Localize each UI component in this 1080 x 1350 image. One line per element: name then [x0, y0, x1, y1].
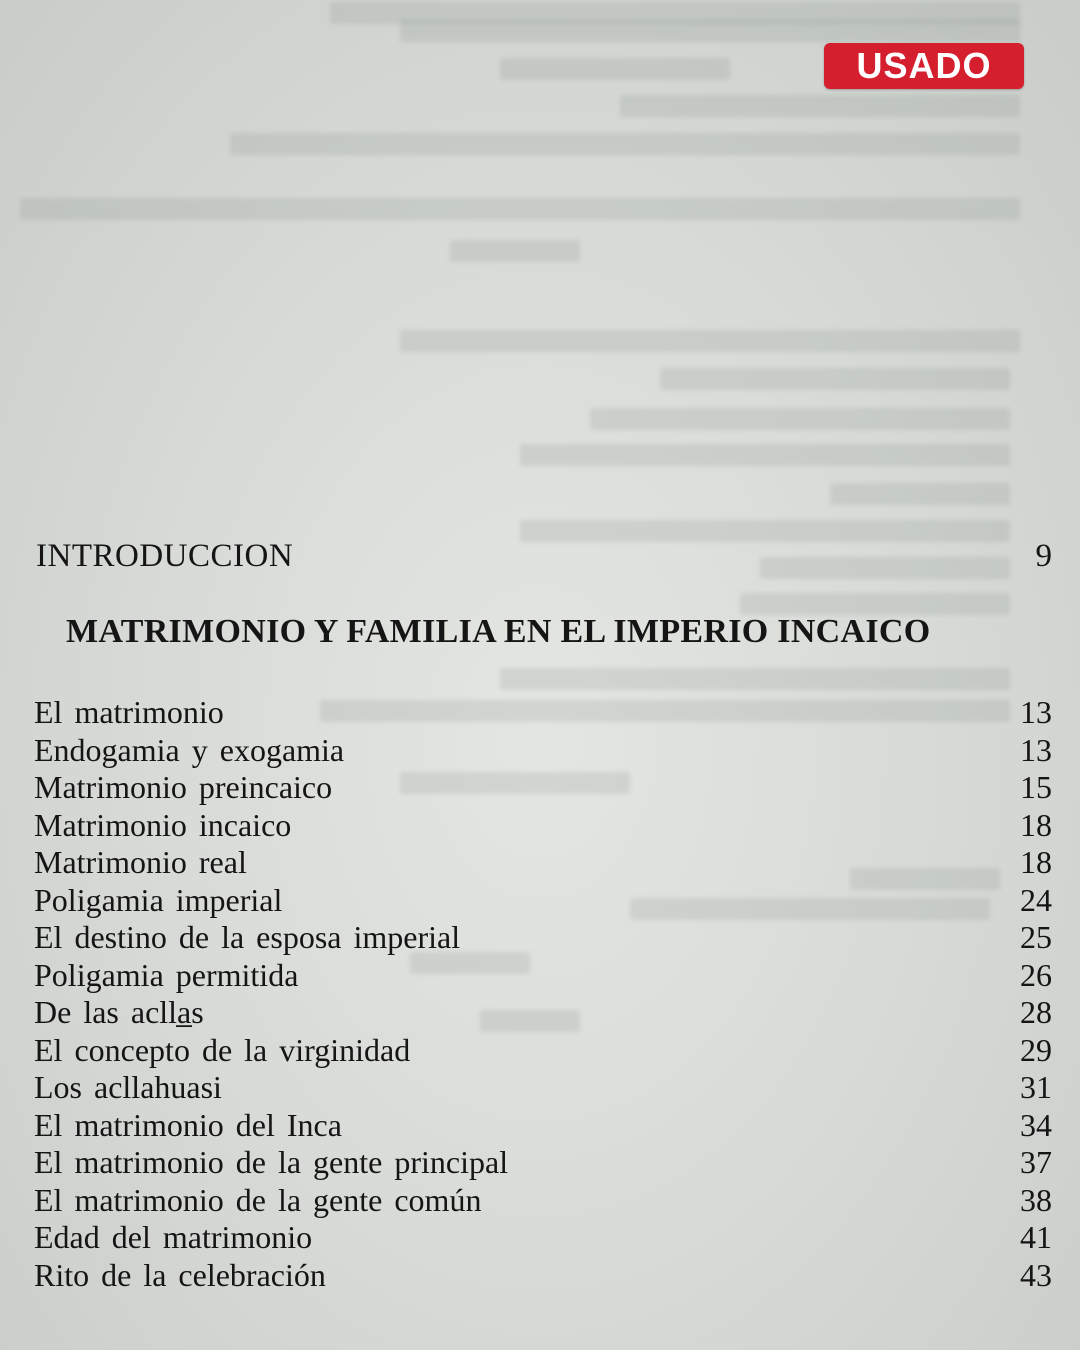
toc-entry-title: El destino de la esposa imperial [34, 919, 461, 955]
toc-entry [34, 1219, 1052, 1257]
table-of-contents [34, 694, 1052, 1294]
toc-entry [34, 694, 1052, 732]
introduction-page-number: 9 [1035, 538, 1052, 574]
toc-entry-title: Matrimonio preincaico [34, 769, 333, 805]
toc-entry [34, 1069, 1052, 1107]
toc-entry-title: Poligamia imperial [34, 881, 283, 918]
toc-entry-page-number: 41 [1020, 1219, 1052, 1255]
used-badge: USADO [824, 43, 1024, 89]
toc-entry-page-number: 37 [1020, 1144, 1052, 1180]
toc-entry-title: El matrimonio del Inca [34, 1106, 342, 1143]
toc-entry-page-number: 43 [1020, 1256, 1052, 1293]
toc-entry [34, 732, 1052, 770]
toc-entry-title: Matrimonio real [34, 844, 247, 880]
toc-entry-page-number: 24 [1020, 881, 1052, 918]
toc-entry-page-number: 29 [1020, 1031, 1052, 1068]
toc-entry [34, 1107, 1052, 1145]
toc-entry-page-number: 28 [1020, 994, 1052, 1030]
toc-introduction-row [36, 536, 1052, 576]
introduction-title: INTRODUCCION [36, 538, 294, 574]
toc-entry-title: Rito de la celebración [34, 1256, 326, 1293]
toc-entry-page-number: 31 [1020, 1069, 1052, 1105]
toc-entry-title: Matrimonio incaico [34, 806, 292, 843]
toc-entry [34, 957, 1052, 995]
toc-entry-title: De las aclla̲s [34, 994, 204, 1030]
toc-entry-page-number: 13 [1020, 694, 1052, 730]
toc-entry-page-number: 18 [1020, 806, 1052, 843]
toc-entry-title: Poligamia permitida [34, 956, 299, 993]
toc-entry-page-number: 26 [1020, 956, 1052, 993]
toc-entry-page-number: 15 [1020, 769, 1052, 805]
toc-entry [34, 1032, 1052, 1070]
toc-entry-title: Edad del matrimonio [34, 1219, 313, 1255]
toc-entry [34, 769, 1052, 807]
toc-entry-title: El matrimonio de la gente principal [34, 1144, 509, 1180]
toc-entry-title: El matrimonio de la gente común [34, 1181, 482, 1218]
toc-entry [34, 919, 1052, 957]
toc-entry [34, 844, 1052, 882]
toc-entry [34, 994, 1052, 1032]
toc-entry [34, 882, 1052, 920]
toc-entry-page-number: 38 [1020, 1181, 1052, 1218]
toc-entry-title: El concepto de la virginidad [34, 1031, 411, 1068]
toc-entry [34, 1257, 1052, 1295]
toc-entry [34, 1144, 1052, 1182]
toc-entry-page-number: 34 [1020, 1106, 1052, 1143]
section-heading: MATRIMONIO Y FAMILIA EN EL IMPERIO INCAICO [66, 613, 931, 650]
toc-entry [34, 807, 1052, 845]
toc-entry-page-number: 25 [1020, 919, 1052, 955]
toc-entry-title: Los acllahuasi [34, 1069, 222, 1105]
toc-entry-title: Endogamia y exogamia [34, 731, 345, 768]
toc-entry-title: El matrimonio [34, 694, 224, 730]
toc-entry-page-number: 13 [1020, 731, 1052, 768]
toc-entry [34, 1182, 1052, 1220]
toc-entry-page-number: 18 [1020, 844, 1052, 880]
